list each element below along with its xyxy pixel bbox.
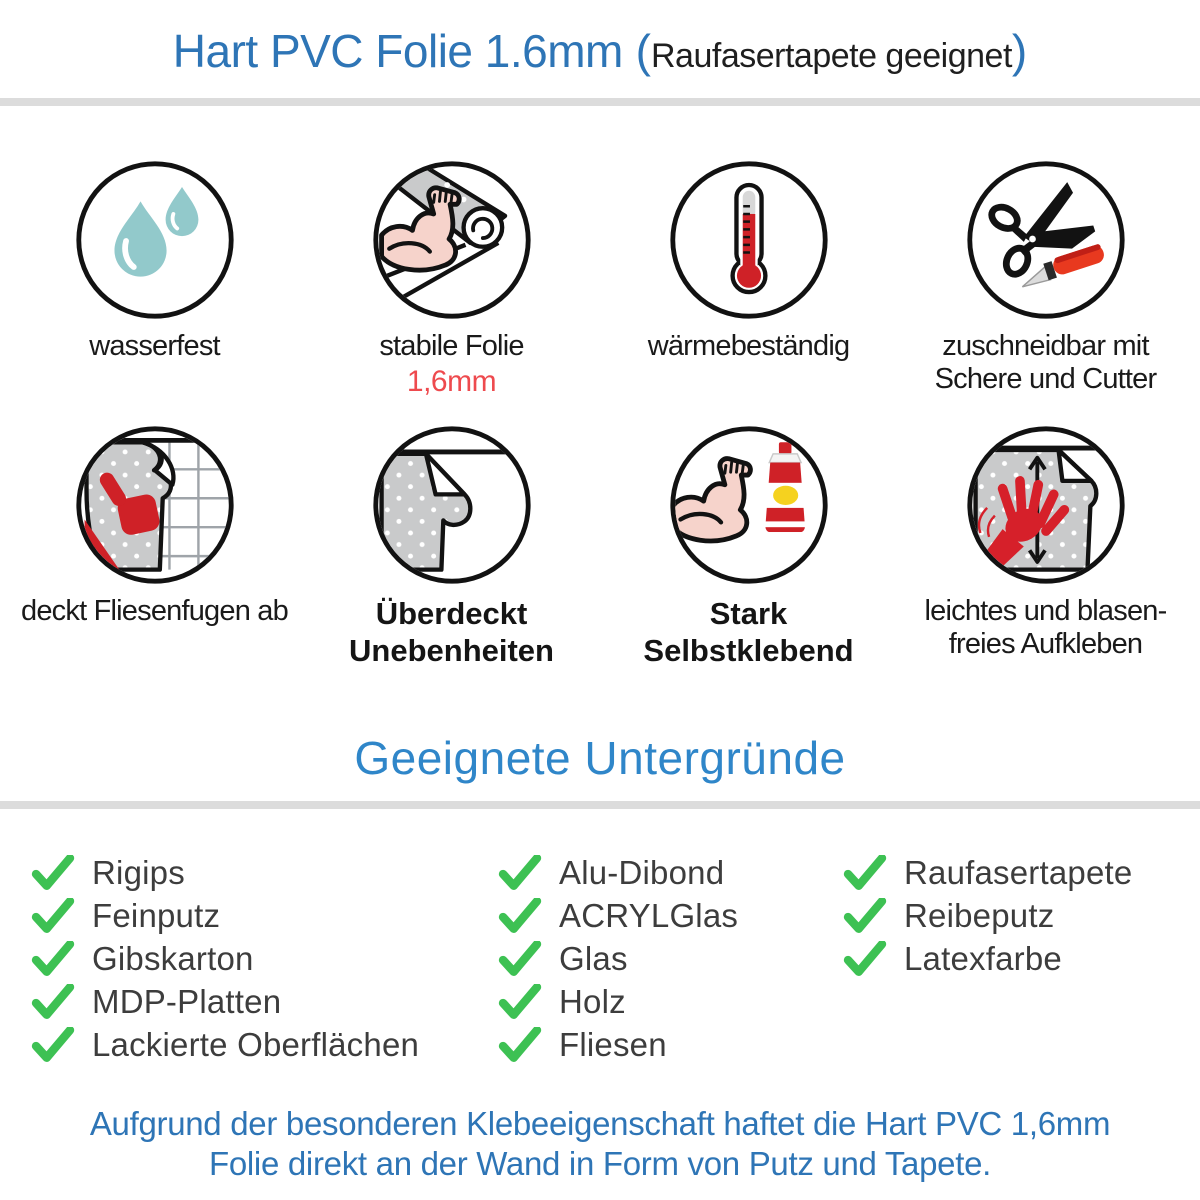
water-drops-icon	[73, 158, 237, 322]
footer-line-2: Folie direkt an der Wand in Form von Putz und Tapete.	[208, 1145, 991, 1182]
thermometer-icon	[667, 158, 831, 322]
feature-label-group	[643, 595, 853, 669]
surfaces-list	[0, 851, 1200, 1066]
feature-wasserfest	[6, 158, 303, 399]
check-icon	[30, 898, 76, 934]
muscle-arm-foil-icon	[370, 158, 534, 322]
title-main: Hart PVC Folie 1.6mm	[172, 25, 623, 77]
list-item	[30, 851, 497, 894]
list-item	[497, 1023, 842, 1066]
check-icon	[497, 984, 543, 1020]
feature-fliesenfugen	[6, 423, 303, 669]
list-item	[497, 851, 842, 894]
surfaces-heading: Geeignete Untergründe	[354, 732, 846, 784]
feature-label: wasserfest	[89, 330, 220, 362]
list-item	[30, 980, 497, 1023]
list-item	[842, 894, 1200, 937]
check-icon	[497, 941, 543, 977]
surface-label: Gibskarton	[92, 939, 254, 977]
feature-aufkleben	[897, 423, 1194, 669]
surface-label: Rigips	[92, 853, 185, 891]
surface-label: Latexfarbe	[904, 939, 1062, 977]
title-paren-close: )	[1011, 25, 1028, 77]
check-icon	[497, 855, 543, 891]
feature-label: Überdeckt	[375, 596, 528, 631]
feature-unebenheiten	[303, 423, 600, 669]
check-icon	[30, 855, 76, 891]
feature-waermebestaendig	[600, 158, 897, 399]
feature-label-2: Selbstklebend	[643, 633, 854, 668]
feature-label: wärmebeständig	[647, 330, 850, 362]
list-item	[497, 894, 842, 937]
divider-top	[0, 98, 1200, 106]
check-icon	[30, 1027, 76, 1063]
check-icon	[842, 941, 888, 977]
feature-label: Stark	[709, 596, 788, 631]
surface-label: Reibeputz	[904, 896, 1055, 934]
hand-smoothing-icon	[964, 423, 1128, 587]
feature-selbstklebend	[600, 423, 897, 669]
feature-stabile-folie	[303, 158, 600, 399]
feature-label-group	[935, 330, 1157, 396]
check-icon	[842, 855, 888, 891]
feature-label-group	[379, 330, 523, 399]
title-paren-open: (	[622, 25, 651, 77]
footer-note	[0, 1104, 1200, 1184]
feature-grid	[6, 158, 1194, 669]
check-icon	[30, 941, 76, 977]
check-icon	[497, 1027, 543, 1063]
feature-zuschneidbar	[897, 158, 1194, 399]
check-icon	[497, 898, 543, 934]
feature-label-group	[349, 595, 554, 669]
feature-label-group	[89, 330, 220, 363]
title-paren-text: Raufasertapete geeignet	[651, 37, 1012, 75]
surface-label: Raufasertapete	[904, 853, 1133, 891]
surface-label: Alu-Dibond	[559, 853, 725, 891]
surface-label: Glas	[559, 939, 628, 977]
feature-label-2: Unebenheiten	[349, 633, 554, 668]
surface-label: Holz	[559, 982, 626, 1020]
surfaces-column-3	[842, 851, 1200, 1066]
list-item	[497, 937, 842, 980]
feature-label-group	[648, 330, 850, 363]
surfaces-column-1	[30, 851, 497, 1066]
check-icon	[842, 898, 888, 934]
dotted-foil-icon	[370, 423, 534, 587]
list-item	[30, 937, 497, 980]
list-item	[842, 937, 1200, 980]
list-item	[842, 851, 1200, 894]
feature-label: stabile Folie	[379, 330, 524, 362]
feature-label: zuschneidbar mit	[942, 330, 1149, 362]
feature-label-2: freies Aufkleben	[948, 628, 1143, 660]
page-title	[0, 0, 1200, 78]
list-item	[30, 894, 497, 937]
footer-line-1: Aufgrund der besonderen Klebeeigenschaft haftet die Hart PVC 1,6mm	[89, 1105, 1111, 1142]
scissors-cutter-icon	[964, 158, 1128, 322]
surface-label: Fliesen	[559, 1025, 667, 1063]
muscle-arm-glue-icon	[667, 423, 831, 587]
feature-label-group	[21, 595, 288, 628]
divider-surfaces	[0, 801, 1200, 809]
feature-sublabel: 1,6mm	[406, 365, 497, 398]
feature-label: leichtes und blasen-	[924, 595, 1167, 627]
list-item	[30, 1023, 497, 1066]
thumbs-up-tiles-icon	[73, 423, 237, 587]
feature-label-2: Schere und Cutter	[934, 363, 1157, 395]
check-icon	[30, 984, 76, 1020]
surface-label: MDP-Platten	[92, 982, 282, 1020]
surface-label: Lackierte Oberflächen	[92, 1025, 420, 1063]
list-item	[497, 980, 842, 1023]
surfaces-column-2	[497, 851, 842, 1066]
feature-label: deckt Fliesenfugen ab	[21, 595, 288, 627]
feature-label-group	[925, 595, 1167, 661]
surface-label: Feinputz	[92, 896, 221, 934]
surface-label: ACRYLGlas	[559, 896, 739, 934]
